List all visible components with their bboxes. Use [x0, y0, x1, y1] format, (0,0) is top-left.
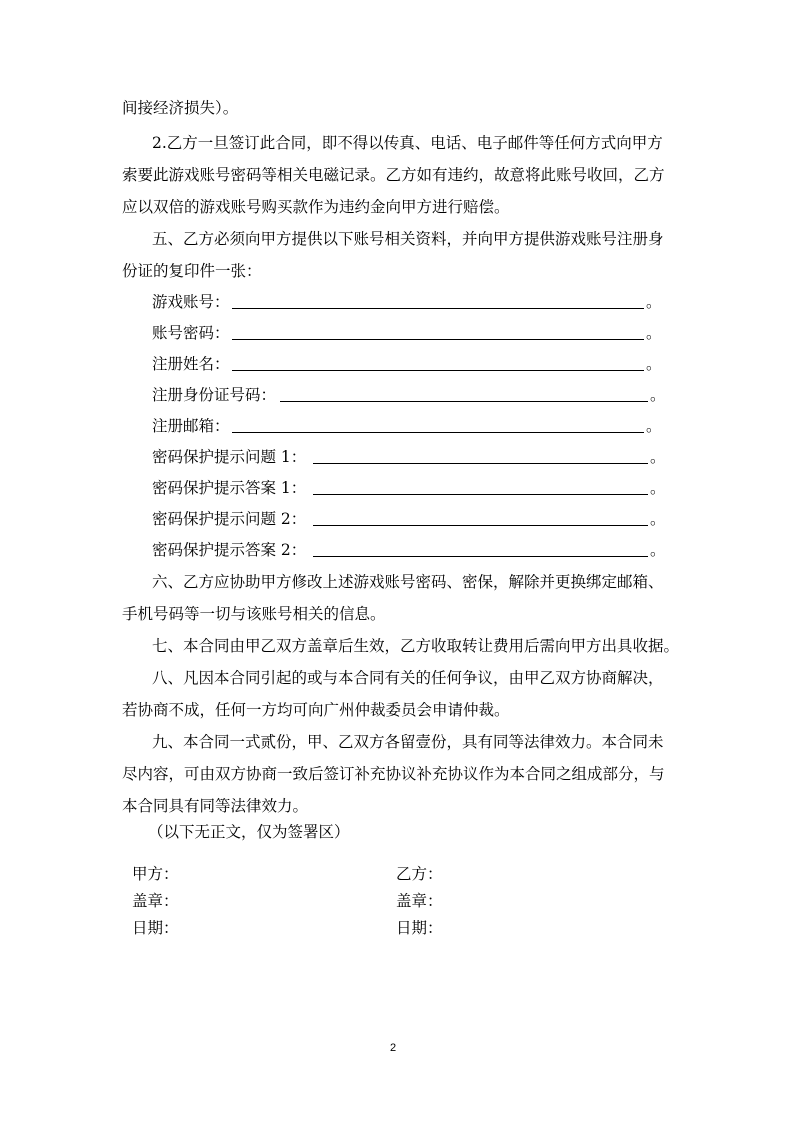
field-account-password	[152, 323, 662, 343]
party-a-seal-label: 盖章：	[132, 892, 179, 910]
field-end-mark: 。	[650, 510, 666, 528]
paragraph-line: 间接经济损失）。	[122, 99, 239, 117]
field-registered-name	[152, 354, 662, 374]
field-label: 密码保护提示答案 2：	[152, 541, 307, 559]
blank-line[interactable]	[313, 463, 648, 464]
field-registered-id-number	[152, 385, 666, 405]
field-end-mark: 。	[646, 355, 662, 373]
field-end-mark: 。	[646, 324, 662, 342]
field-label: 游戏账号：	[152, 293, 230, 311]
blank-line[interactable]	[313, 525, 648, 526]
paragraph-line: 五、乙方必须向甲方提供以下账号相关资料，并向甲方提供游戏账号注册身	[152, 230, 664, 248]
paragraph-line: 手机号码等一切与该账号相关的信息。	[122, 605, 386, 623]
field-end-mark: 。	[650, 386, 666, 404]
field-label: 密码保护提示答案 1：	[152, 479, 307, 497]
blank-line[interactable]	[232, 339, 644, 340]
field-security-answer-1	[152, 478, 666, 498]
paragraph-line: 七、本合同由甲乙双方盖章后生效，乙方收取转让费用后需向甲方出具收据。	[152, 637, 680, 655]
party-b-seal-label: 盖章：	[396, 892, 443, 910]
paragraph-line: 2.乙方一旦签订此合同，即不得以传真、电话、电子邮件等任何方式向甲方	[152, 134, 663, 152]
blank-line[interactable]	[232, 308, 644, 309]
party-a-date-label: 日期：	[132, 919, 179, 937]
field-end-mark: 。	[650, 479, 666, 497]
blank-line[interactable]	[313, 494, 648, 495]
field-security-answer-2	[152, 540, 666, 560]
field-end-mark: 。	[646, 293, 662, 311]
field-end-mark: 。	[650, 448, 666, 466]
signature-area-note: （以下无正文，仅为签署区）	[148, 823, 350, 841]
field-security-question-1	[152, 447, 666, 467]
paragraph-line: 索要此游戏账号密码等相关电磁记录。乙方如有违约，故意将此账号收回，乙方	[122, 166, 665, 184]
field-registered-email	[152, 416, 662, 436]
field-label: 账号密码：	[152, 324, 230, 342]
paragraph-line: 份证的复印件一张：	[122, 262, 262, 280]
paragraph-line: 本合同具有同等法律效力。	[122, 797, 309, 815]
field-label: 注册邮箱：	[152, 417, 230, 435]
page-number: 2	[390, 1042, 397, 1054]
field-label: 密码保护提示问题 1：	[152, 448, 307, 466]
blank-line[interactable]	[280, 401, 648, 402]
party-a-label: 甲方：	[132, 865, 179, 883]
party-b-date-label: 日期：	[396, 919, 443, 937]
blank-line[interactable]	[313, 556, 648, 557]
field-game-account	[152, 292, 662, 312]
paragraph-line: 尽内容，可由双方协商一致后签订补充协议补充协议作为本合同之组成部分，与	[122, 765, 665, 783]
party-b-label: 乙方：	[396, 865, 443, 883]
field-label: 注册身份证号码：	[152, 386, 277, 404]
paragraph-line: 六、乙方应协助甲方修改上述游戏账号密码、密保，解除并更换绑定邮箱、	[152, 573, 664, 591]
field-security-question-2	[152, 509, 666, 529]
field-label: 注册姓名：	[152, 355, 230, 373]
blank-line[interactable]	[232, 432, 644, 433]
field-end-mark: 。	[650, 541, 666, 559]
blank-line[interactable]	[232, 370, 644, 371]
paragraph-line: 八、凡因本合同引起的或与本合同有关的任何争议，由甲乙双方协商解决，	[152, 669, 664, 687]
paragraph-line: 九、本合同一式贰份，甲、乙双方各留壹份，具有同等法律效力。本合同未	[152, 733, 664, 751]
field-label: 密码保护提示问题 2：	[152, 510, 307, 528]
paragraph-line: 若协商不成，任何一方均可向广州仲裁委员会申请仲裁。	[122, 701, 510, 719]
paragraph-line: 应以双倍的游戏账号购买款作为违约金向甲方进行赔偿。	[122, 198, 510, 216]
field-end-mark: 。	[646, 417, 662, 435]
